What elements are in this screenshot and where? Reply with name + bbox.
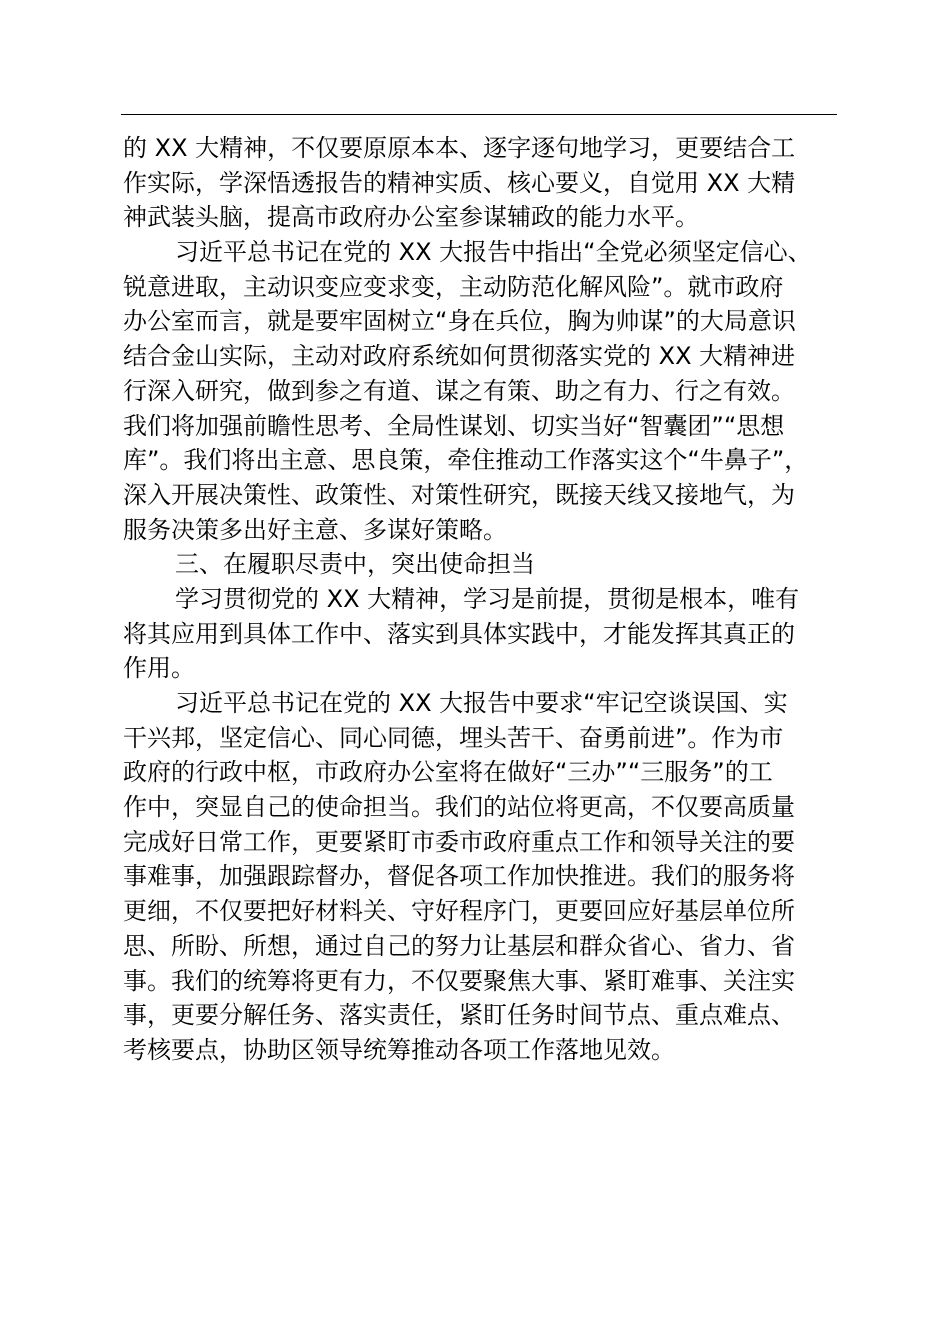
text-line: 结合金山实际，主动对政府系统如何贯彻落实党的 XX 大精神进 [123, 342, 796, 371]
text-line: 神武装头脑，提高市政府办公室参谋辅政的能力水平。 [123, 203, 699, 232]
text-line: 作中，突显自己的使命担当。我们的站位将更高，不仅要高质量 [123, 793, 795, 822]
text-line: 事，更要分解任务、落实责任，紧盯任务时间节点、重点难点、 [123, 1001, 795, 1030]
text-line: 习近平总书记在党的 XX 大报告中要求“牢记空谈误国、实 [175, 689, 788, 717]
text-line: 事。我们的统筹将更有力，不仅要聚焦大事、紧盯难事、关注实 [123, 966, 795, 995]
text-line: 库”。我们将出主意、思良策，牵住推动工作落实这个“牛鼻子”， [123, 446, 809, 475]
header-rule [121, 114, 837, 115]
text-line: 的 XX 大精神，不仅要原原本本、逐字逐句地学习，更要结合工 [123, 134, 796, 162]
text-line: 更细，不仅要把好材料关、守好程序门，更要回应好基层单位所 [123, 897, 795, 926]
text-line: 政府的行政中枢，市政府办公室将在做好“三办”“三服务”的工 [123, 758, 773, 787]
text-line: 学习贯彻党的 XX 大精神，学习是前提，贯彻是根本，唯有 [175, 584, 800, 613]
text-line: 完成好日常工作，更要紧盯市委市政府重点工作和领导关注的要 [123, 827, 795, 856]
text-line: 作实际，学深悟透报告的精神实质、核心要义，自觉用 XX 大精 [123, 168, 796, 197]
text-line: 干兴邦，坚定信心、同心同德，埋头苦干、奋勇前进”。作为市 [123, 723, 784, 752]
text-line: 我们将加强前瞻性思考、全局性谋划、切实当好“智囊团”“思想 [123, 411, 785, 440]
text-line: 作用。 [123, 654, 195, 683]
document-body [123, 131, 839, 1068]
text-line: 将其应用到具体工作中、落实到具体实践中，才能发挥其真正的 [123, 619, 795, 648]
text-line: 服务决策多出好主意、多谋好策略。 [123, 515, 507, 544]
text-line: 锐意进取，主动识变应变求变，主动防范化解风险”。就市政府 [123, 272, 784, 301]
text-line: 深入开展决策性、政策性、对策性研究，既接天线又接地气，为 [123, 480, 795, 509]
text-line: 考核要点，协助区领导统筹推动各项工作落地见效。 [123, 1035, 675, 1064]
text-line: 三、在履职尽责中，突出使命担当 [175, 550, 535, 579]
text-line: 思、所盼、所想，通过自己的努力让基层和群众省心、省力、省 [123, 931, 795, 960]
text-line: 事难事，加强跟踪督办，督促各项工作加快推进。我们的服务将 [123, 862, 795, 891]
text-line: 办公室而言，就是要牢固树立“身在兵位，胸为帅谋”的大局意识 [123, 307, 796, 336]
text-line: 行深入研究，做到参之有道、谋之有策、助之有力、行之有效。 [123, 376, 795, 405]
text-line: 习近平总书记在党的 XX 大报告中指出“全党必须坚定信心、 [175, 238, 812, 267]
